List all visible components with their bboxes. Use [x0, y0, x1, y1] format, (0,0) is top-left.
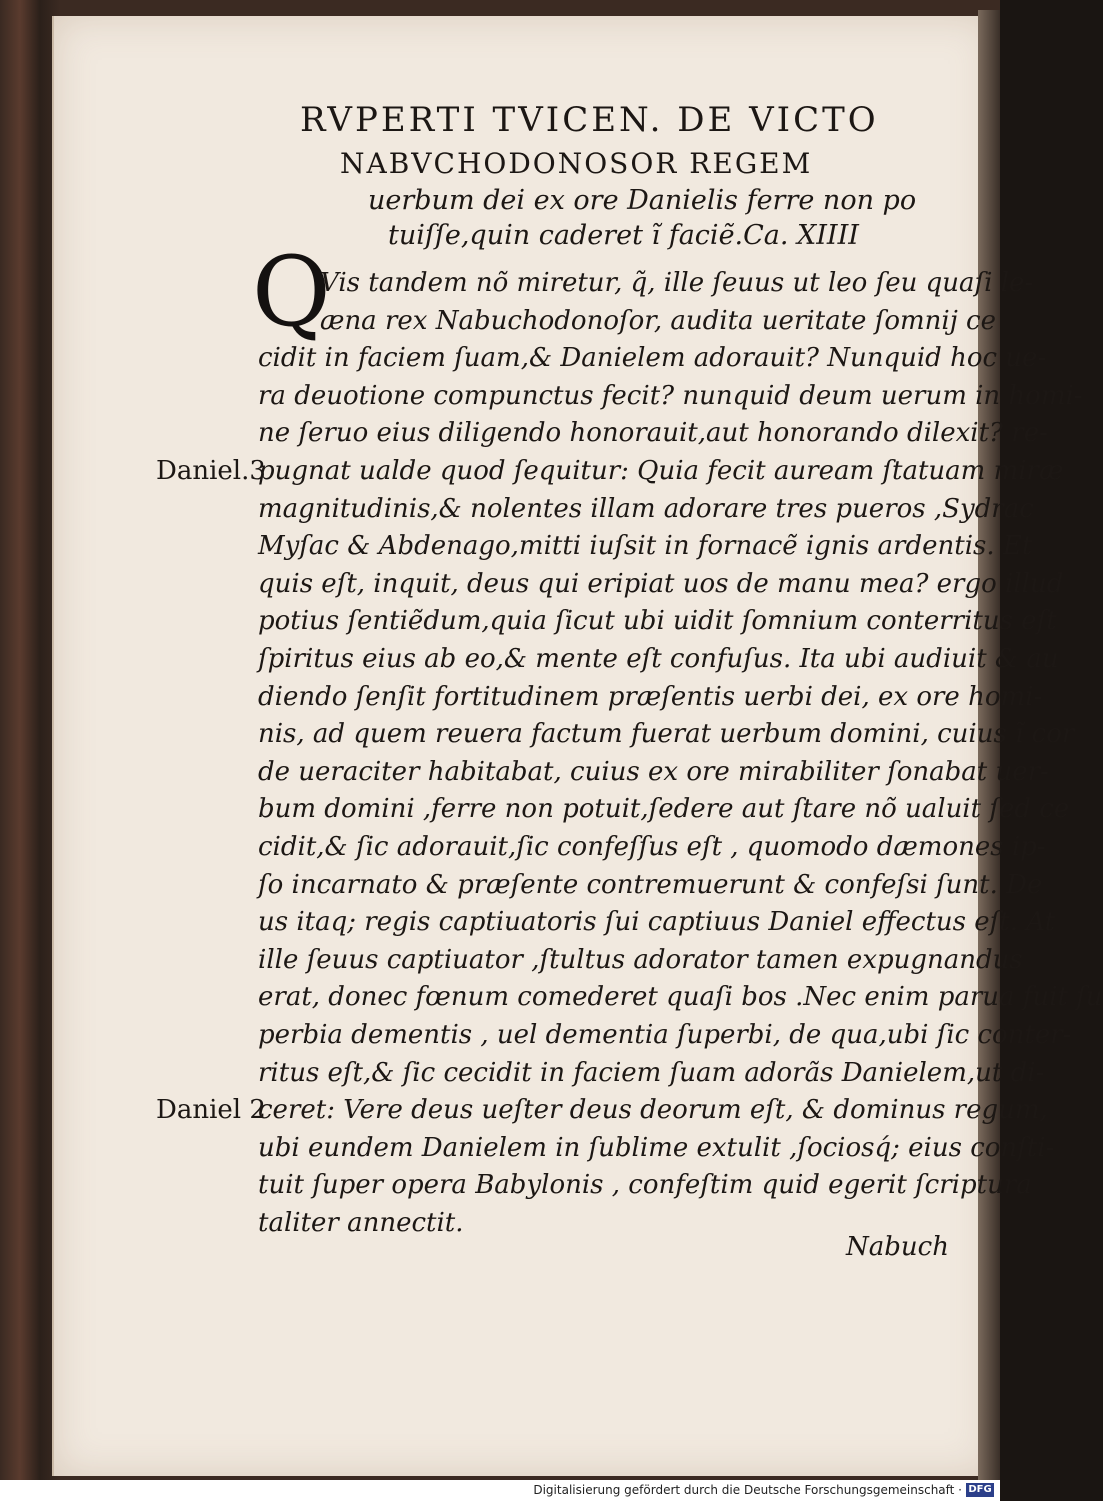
text-line: ra deuotione compunctus fecit? nunquid deum uerum in homi-: [258, 380, 1083, 411]
text-line: tuit ſuper opera Babylonis , confeſtim quid egerit ſcriptura: [258, 1170, 1032, 1201]
text-line: ubi eundem Danielem in ſublime extulit ,ſociosq́; eius conſti-: [258, 1132, 1055, 1163]
text-line: ne ſeruo eius diligendo honorauit,aut honorando dilexit? re-: [258, 418, 1048, 449]
text-line: ceret: Vere deus ueſter deus deorum eſt, & dominus regum,: [258, 1095, 1048, 1126]
chapter-title: NABVCHODONOSOR REGEM: [340, 147, 813, 180]
text-line: de ueraciter habitabat, cuius ex ore mirabiliter ſonabat uer-: [258, 756, 1049, 787]
text-line: nis, ad quem reuera factum fuerat uerbum domini, cuius ĩ cor: [258, 719, 1075, 750]
drop-cap: Q: [252, 236, 331, 348]
text-line: potius ſentiẽdum,quia ſicut ubi uidit ſomnium conterritus eſt: [258, 606, 1057, 637]
text-line: pugnat ualde quod ſequitur: Quia fecit auream ſtatuam miræ: [258, 456, 1064, 486]
text-line: ſo incarnato & præſente contremuerunt & confeſsi ſunt. De: [258, 869, 1043, 900]
text-line: cidit in faciem ſuam,& Danielem adorauit? Nunquid hoc ue-: [258, 343, 1047, 374]
text-line: bum domini ,ferre non potuit,ſedere aut ſtare nõ ualuit ſed ce: [258, 794, 1070, 825]
catchword: Nabuch: [846, 1232, 949, 1262]
text-line: æna rex Nabuchodonoſor, audita ueritate ſomnij ce: [320, 305, 996, 336]
text-line: diendo ſenſit fortitudinem præſentis uerbi dei, ex ore homi-: [258, 681, 1043, 712]
text-line: cidit,& ſic adorauit,ſic confeſſus eſt , quomodo dæmones ip-: [258, 832, 1046, 862]
footer-bar: [0, 1480, 1000, 1501]
text-line: ritus eſt,& ſic cecidit in faciem ſuam adorãs Danielem,ut di-: [258, 1057, 1045, 1088]
text-line: Vis tandem nõ miretur, q̃, ille ſeuus ut leo ſeu quaſi le-: [320, 268, 1034, 298]
text-line: taliter annectit.: [258, 1208, 464, 1238]
text-line: Myſac & Abdenago,mitti iuſsit in fornacẽ ignis ardentis. Et: [258, 531, 1033, 562]
margin-note: Daniel 2: [156, 1095, 266, 1126]
text-line: quis eſt, inquit, deus qui eripiat uos de manu mea? ergo illud: [258, 568, 1064, 599]
chapter-subtitle-line-2: tuiſſe,quin caderet ĩ faciẽ.Ca. XIIII: [388, 220, 859, 251]
footer-credit: Digitalisierung gefördert durch die Deutsche Forschungsgemeinschaft ·: [533, 1483, 962, 1497]
text-line: erat, donec fœnum comederet quaſi bos .Nec enim parua fuit ſu: [258, 982, 1103, 1013]
margin-note: Daniel.3: [156, 456, 266, 486]
dfg-logo: DFG: [966, 1483, 994, 1497]
text-line: magnitudinis,& nolentes illam adorare tres pueros ,Sydrac: [258, 493, 1034, 524]
text-line: ſpiritus eius ab eo,& mente eſt confuſus. Ita ubi audiuit & au: [258, 644, 1059, 674]
chapter-subtitle-line-1: uerbum dei ex ore Danielis ferre non po: [368, 185, 917, 216]
running-title: RVPERTI TVICEN. DE VICTO: [300, 100, 879, 140]
text-line: perbia dementis , uel dementia ſuperbi, de qua,ubi ſic conter-: [258, 1020, 1072, 1050]
text-line: ille ſeuus captiuator ,ſtultus adorator tamen expugnandus: [258, 944, 1023, 975]
text-line: us itaq; regis captiuatoris ſui captiuus Daniel effectus eſt. At: [258, 907, 1056, 938]
